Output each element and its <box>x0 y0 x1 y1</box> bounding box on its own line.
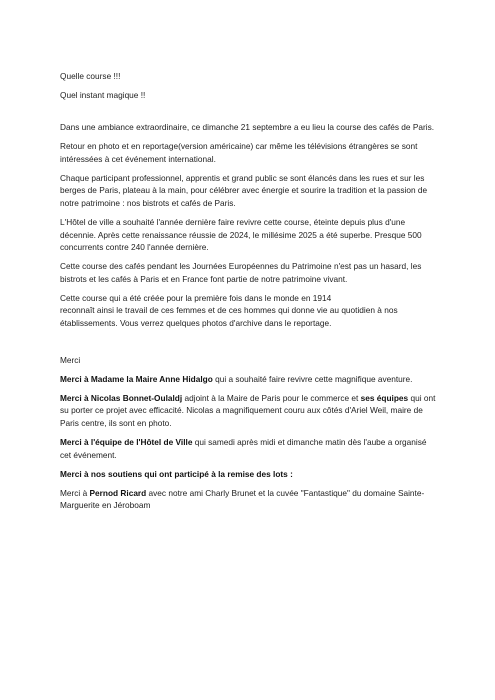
spacer <box>60 107 438 121</box>
thanks-hotel-team: Merci à l'équipe de l'Hôtel de Ville qui samedi après midi et dimanche matin dès l'aube a organisé cet événement. <box>60 436 427 460</box>
thanks-sponsors-heading: Merci à nos soutiens qui ont participé à la remise des lots : <box>60 468 293 479</box>
thanks-teams: ses équipes <box>360 392 409 403</box>
thanks-deputy: Merci à Nicolas Bonnet-Oulaldj adjoint à la Maire de Paris pour le commerce et ses équipes qui ont su porter ce projet avec efficacité. Nicolas a magnifiquement couru aux côtés d'Ariel Weil, maire de Paris centre, ils sont en photo. <box>60 392 436 428</box>
paragraph-patrimoine: Cette course des cafés pendant les Journées Européennes du Patrimoine n'est pas un hasard, les bistrots et les cafés à Paris et en France font partie de notre patrimoine vivant. <box>60 261 422 284</box>
paragraph-reportage: Retour en photo et en reportage(version américaine) car même les télévisions étrangères se sont intéressées à cet événement international. <box>60 141 418 164</box>
paragraph-history <box>60 292 438 330</box>
paragraph-event-intro: Dans une ambiance extraordinaire, ce dimanche 21 septembre a eu lieu la course des cafés de Paris. <box>60 122 435 133</box>
document-content <box>60 70 438 518</box>
thanks-mayor-name: Merci à Madame la Maire Anne Hidalgo <box>60 373 213 384</box>
history-rest: reconnaît ainsi le travail de ces femmes et de ces hommes qui donne vie au quotidien à nos établissements. Vous verrez quelques photos d'archive dans le reportage. <box>60 305 398 328</box>
exclamation-line-2: Quel instant magique !! <box>60 89 146 100</box>
thanks-deputy-name: Merci à Nicolas Bonnet-Oulaldj <box>60 392 183 403</box>
thanks-heading: Merci <box>60 354 81 365</box>
paragraph-participants: Chaque participant professionnel, apprentis et grand public se sont élancés dans les rues et sur les berges de Paris, plateau à la main, pour célébrer avec énergie et sourire la tradition et la passion de notre patrimoine : nos bistrots et cafés de Paris. <box>60 172 428 208</box>
paragraph-hotel-de-ville: L'Hôtel de ville a souhaité l'année dernière faire revivre cette course, éteinte depuis plus d'une décennie. Après cette renaissance réussie de 2024, le millésime 2025 a été superbe. Presque 500 concurrents contre 240 l'année dernière. <box>60 216 422 253</box>
thanks-hotel-team-name: Merci à l'équipe de l'Hôtel de Ville <box>60 436 193 447</box>
exclamation-line-1: Quelle course !!! <box>60 71 121 81</box>
history-first-line: Cette course qui a été créée pour la première fois dans le monde en 1914 <box>60 292 332 303</box>
thanks-pernod: Merci à Pernod Ricard avec notre ami Charly Brunet et la cuvée "Fantastique" du domaine Sainte-Marguerite en Jéroboam <box>60 487 425 511</box>
thanks-pernod-name: Pernod Ricard <box>89 487 147 498</box>
spacer <box>60 336 438 354</box>
thanks-mayor: Merci à Madame la Maire Anne Hidalgo qui a souhaité faire revivre cette magnifique aventure. <box>60 373 413 384</box>
